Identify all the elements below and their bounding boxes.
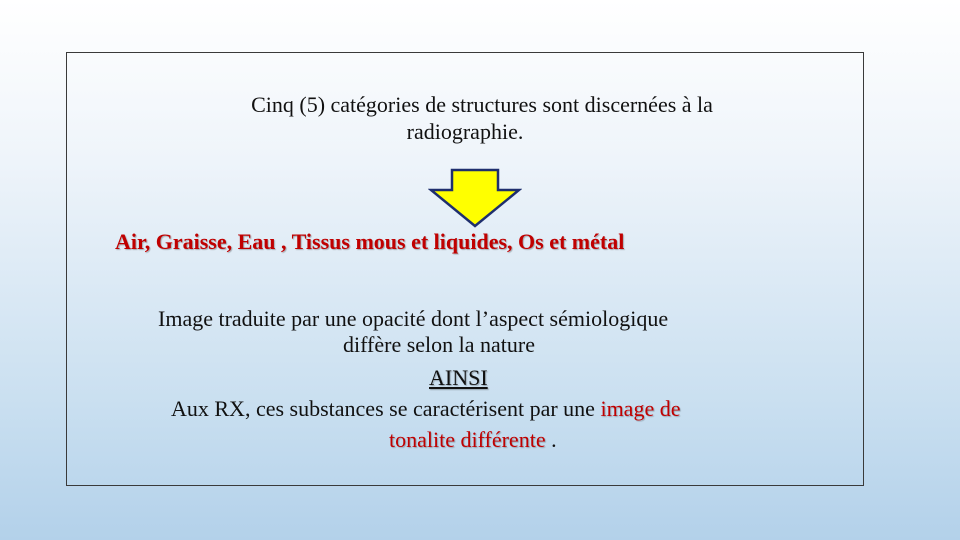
down-arrow-icon [428, 168, 522, 228]
ainsi-heading [67, 362, 863, 393]
intro-text [67, 91, 863, 145]
explanation-line-2: diffère selon la nature [343, 332, 536, 357]
content-frame [66, 52, 864, 486]
explanation-line-5-suffix: . [545, 427, 557, 452]
explanation-line-4 [67, 393, 863, 424]
highlight-tonalite: tonalite différente [389, 427, 546, 452]
intro-line-2: radiographie. [406, 119, 524, 144]
explanation-line-5 [67, 424, 863, 455]
explanation-text [67, 303, 863, 455]
explanation-line-4-text: Aux RX, ces substances se caractérisent par une [171, 396, 601, 421]
intro-line-1: Cinq (5) catégories de structures sont discernées à la [251, 92, 713, 117]
highlight-image-de: image de [600, 396, 681, 421]
explanation-line-1: Image traduite par une opacité dont l’aspect sémiologique [158, 306, 669, 331]
ainsi-label: AINSI [429, 365, 488, 390]
categories-list: Air, Graisse, Eau , Tissus mous et liquides, Os et métal [115, 229, 625, 254]
